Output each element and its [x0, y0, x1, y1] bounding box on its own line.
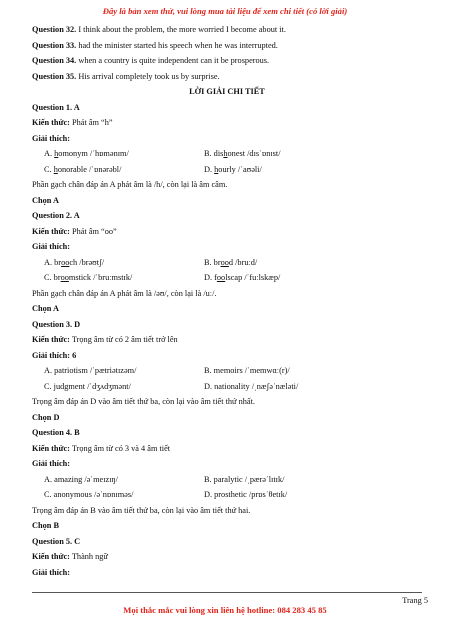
question-text: when a country is quite independent can it be prosperous. — [76, 56, 270, 65]
explanation-label: Giải thích: — [32, 459, 71, 468]
footer-divider — [32, 592, 422, 593]
knowledge-line — [32, 224, 422, 240]
section-title: LỜI GIẢI CHI TIẾT — [189, 87, 265, 96]
options-row — [32, 270, 422, 286]
option-d: D. hourly /ˈaʊəli/ — [204, 164, 262, 174]
knowledge-text: Phát âm “oo” — [69, 226, 117, 236]
question-number: Question 33. — [32, 40, 77, 50]
knowledge-text: Phát âm “h” — [69, 118, 113, 127]
knowledge-text: Thành ngữ — [69, 552, 108, 561]
knowledge-line — [32, 332, 422, 348]
chosen-answer: Chọn A — [32, 195, 59, 205]
option-a: A. homonym /ˈhɒmənɪm/ — [44, 149, 129, 158]
option-c: C. judgment /ˈdʒʌdʒmənt/ — [44, 381, 131, 391]
question-text: His arrival completely took us by surprise. — [76, 71, 220, 81]
answer-title: Question 2. A — [32, 211, 80, 220]
explanation-text: Trọng âm đáp án D vào âm tiết thứ ba, còn lại vào âm tiết thứ nhất. — [32, 397, 255, 406]
option-c: C. broomstick /ˈbruːmstɪk/ — [44, 273, 133, 282]
option-c: C. anonymous /əˈnɒnɪməs/ — [44, 490, 134, 499]
intro-question-33 — [32, 38, 422, 54]
options-row — [32, 162, 422, 178]
options-row — [32, 379, 422, 395]
option-b: B. paralytic /ˌpærəˈlɪtɪk/ — [204, 474, 285, 484]
knowledge-line — [32, 549, 422, 565]
document-body — [32, 22, 422, 580]
page-number: Trang 5 — [402, 596, 428, 605]
options-row — [32, 472, 422, 488]
intro-question-35 — [32, 69, 422, 85]
option-b: B. memoirs /ˈmemwɑː(r)/ — [204, 366, 290, 375]
explanation-label: Giải thích: 6 — [32, 350, 77, 360]
options-row — [32, 146, 422, 162]
answer-title: Question 5. C — [32, 536, 81, 546]
question-number: Question 35. — [32, 71, 77, 81]
intro-question-34 — [32, 53, 422, 69]
preview-header: Đây là bản xem thử, vui lòng mua tài liệu để xem chi tiết (có lời giải) — [102, 6, 348, 16]
question-number: Question 32. — [32, 25, 77, 34]
options-row — [32, 487, 422, 503]
knowledge-label: Kiến thức: — [32, 443, 70, 453]
question-text: had the minister started his speech when he was interrupted. — [76, 40, 278, 50]
option-a: A. brooch /brəʊtʃ/ — [44, 257, 105, 267]
answer-title: Question 4. B — [32, 428, 80, 437]
knowledge-text: Trọng âm từ có 2 âm tiết trở lên — [69, 335, 178, 344]
answer-title: Question 3. D — [32, 319, 81, 329]
explanation-label: Giải thích: — [32, 567, 71, 577]
option-b: B. dishonest /dɪsˈɒnɪst/ — [204, 149, 281, 158]
option-a: A. patriotism /ˈpætriətɪzəm/ — [44, 366, 137, 375]
option-b: B. brood /bruːd/ — [204, 257, 258, 267]
question-number: Question 34. — [32, 56, 77, 65]
knowledge-label: Kiến thức: — [32, 118, 70, 127]
explanation-text: Phần gạch chân đáp án A phát âm là /h/, còn lại là âm câm. — [32, 180, 228, 189]
option-d: D. nationality /ˌnæʃəˈnæləti/ — [204, 381, 299, 391]
option-d: D. foolscap /ˈfuːlskæp/ — [204, 273, 281, 282]
hotline-footer: Mọi thắc mắc vui lòng xin liên hệ hotline: 084 283 45 85 — [123, 605, 327, 615]
knowledge-line — [32, 115, 422, 131]
knowledge-label: Kiến thức: — [32, 552, 70, 561]
knowledge-label: Kiến thức: — [32, 226, 70, 236]
explanation-label: Giải thích: — [32, 133, 71, 143]
chosen-answer: Chọn D — [32, 412, 60, 422]
knowledge-line — [32, 441, 422, 457]
options-row — [32, 363, 422, 379]
option-a: A. amazing /əˈmeɪzɪŋ/ — [44, 474, 118, 484]
chosen-answer: Chọn B — [32, 521, 59, 530]
knowledge-label: Kiến thức: — [32, 335, 70, 344]
option-d: D. prosthetic /prɒsˈθetɪk/ — [204, 490, 288, 499]
knowledge-text: Trọng âm từ có 3 và 4 âm tiết — [69, 443, 171, 453]
explanation-label: Giải thích: — [32, 242, 71, 251]
question-text: I think about the problem, the more worried I become about it. — [76, 25, 286, 34]
chosen-answer: Chọn A — [32, 304, 59, 313]
intro-question-32 — [32, 22, 422, 38]
answer-title: Question 1. A — [32, 102, 80, 112]
explanation-text: Phần gạch chân đáp án A phát âm là /əʊ/, còn lại là /uː/. — [32, 288, 217, 298]
options-row — [32, 255, 422, 271]
option-c: C. honorable /ˈɒnərəbl/ — [44, 164, 122, 174]
explanation-text: Trọng âm đáp án B vào âm tiết thứ ba, còn lại vào âm tiết thứ hai. — [32, 505, 251, 515]
